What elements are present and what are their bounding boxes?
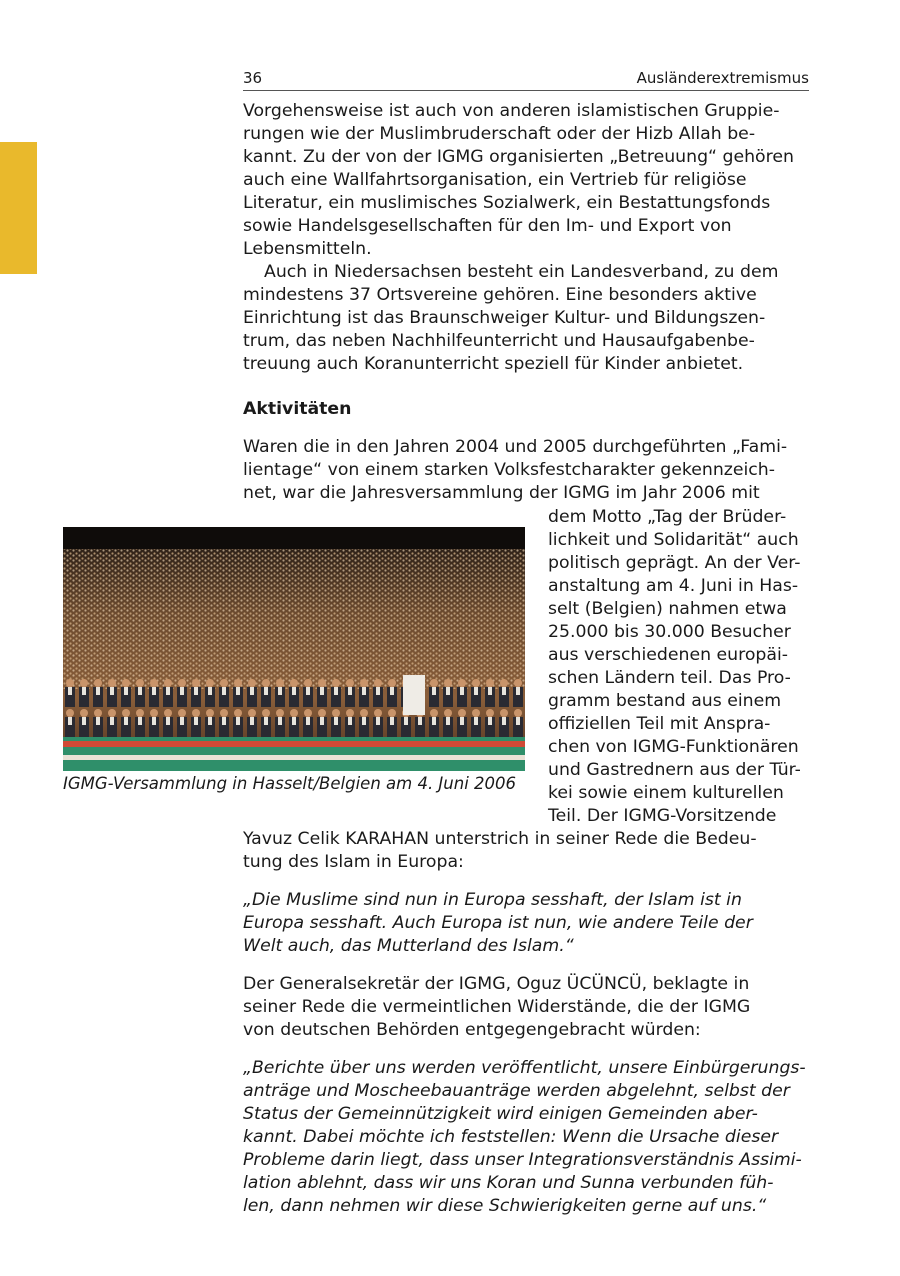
body-line: 25.000 bis 30.000 Besucher <box>548 622 791 642</box>
running-title: Ausländerextremismus <box>636 69 809 87</box>
quote-line: Status der Gemeinnützigkeit wird einigen Gemeinden aber- <box>243 1104 758 1124</box>
body-line: politisch geprägt. An der Ver- <box>548 553 801 573</box>
page-number: 36 <box>243 69 263 87</box>
section-heading: Aktivitäten <box>243 399 352 419</box>
running-header <box>243 68 809 91</box>
body-line: Teil. Der IGMG-Vorsitzende <box>548 806 777 826</box>
body-line: Der Generalsekretär der IGMG, Oguz ÜCÜNCÜ, beklagte in <box>243 974 750 994</box>
body-line: Yavuz Celik KARAHAN unterstrich in seiner Rede die Bedeu- <box>243 829 757 849</box>
body-line: Waren die in den Jahren 2004 und 2005 durchgeführten „Fami- <box>243 437 788 457</box>
body-line: Literatur, ein muslimisches Sozialwerk, ein Bestattungsfonds <box>243 193 771 213</box>
body-line: seiner Rede die vermeintlichen Widerstände, die der IGMG <box>243 997 751 1017</box>
body-line: schen Ländern teil. Das Pro- <box>548 668 791 688</box>
body-line: trum, das neben Nachhilfeunterricht und Hausaufgabenbe- <box>243 331 755 351</box>
body-line: und Gastrednern aus der Tür- <box>548 760 801 780</box>
quote-line: Probleme darin liegt, dass unser Integrationsverständnis Assimi- <box>243 1150 802 1170</box>
body-line: kannt. Zu der von der IGMG organisierten „Betreuung“ gehören <box>243 147 794 167</box>
body-line: sowie Handelsgesellschaften für den Im- und Export von <box>243 216 732 236</box>
body-line: lichkeit und Solidarität“ auch <box>548 530 799 550</box>
assembly-photo <box>63 527 525 771</box>
quote-line: Welt auch, das Mutterland des Islam.“ <box>243 936 574 956</box>
crowd-photo-image <box>63 527 525 771</box>
photo-caption: IGMG-Versammlung in Hasselt/Belgien am 4. Juni 2006 <box>63 774 517 793</box>
body-line: selt (Belgien) nahmen etwa <box>548 599 787 619</box>
body-line: auch eine Wallfahrtsorganisation, ein Vertrieb für religiöse <box>243 170 747 190</box>
body-line: tung des Islam in Europa: <box>243 852 464 872</box>
body-line: treuung auch Koranunterricht speziell für Kinder anbietet. <box>243 354 744 374</box>
body-line: Vorgehensweise ist auch von anderen islamistischen Gruppie- <box>243 101 780 121</box>
body-line: von deutschen Behörden entgegengebracht würden: <box>243 1020 701 1040</box>
quote-line: anträge und Moscheebauanträge werden abgelehnt, selbst der <box>243 1081 790 1101</box>
quote-line: lation ablehnt, dass wir uns Koran und Sunna verbunden füh- <box>243 1173 774 1193</box>
body-line: dem Motto „Tag der Brüder- <box>548 507 787 527</box>
body-line: rungen wie der Muslimbruderschaft oder der Hizb Allah be- <box>243 124 756 144</box>
body-line: kei sowie einem kulturellen <box>548 783 784 803</box>
body-line: Einrichtung ist das Braunschweiger Kultur- und Bildungszen- <box>243 308 766 328</box>
body-line: net, war die Jahresversammlung der IGMG im Jahr 2006 mit <box>243 483 760 503</box>
body-line: Lebensmitteln. <box>243 239 372 259</box>
body-line: gramm bestand aus einem <box>548 691 782 711</box>
chapter-tab-marker <box>0 142 37 274</box>
body-line: chen von IGMG-Funktionären <box>548 737 799 757</box>
quote-line: Europa sesshaft. Auch Europa ist nun, wie andere Teile der <box>243 913 753 933</box>
quote-line: kannt. Dabei möchte ich feststellen: Wenn die Ursache dieser <box>243 1127 779 1147</box>
body-line: anstaltung am 4. Juni in Has- <box>548 576 799 596</box>
body-line: offiziellen Teil mit Anspra- <box>548 714 771 734</box>
quote-line: len, dann nehmen wir diese Schwierigkeiten gerne auf uns.“ <box>243 1196 767 1216</box>
quote-line: „Berichte über uns werden veröffentlicht, unsere Einbürgerungs- <box>243 1058 806 1078</box>
body-line: lientage“ von einem starken Volksfestcharakter gekennzeich- <box>243 460 775 480</box>
body-line: mindestens 37 Ortsvereine gehören. Eine besonders aktive <box>243 285 757 305</box>
body-line: aus verschiedenen europäi- <box>548 645 789 665</box>
quote-line: „Die Muslime sind nun in Europa sesshaft, der Islam ist in <box>243 890 742 910</box>
body-line: Auch in Niedersachsen besteht ein Landesverband, zu dem <box>264 262 779 282</box>
